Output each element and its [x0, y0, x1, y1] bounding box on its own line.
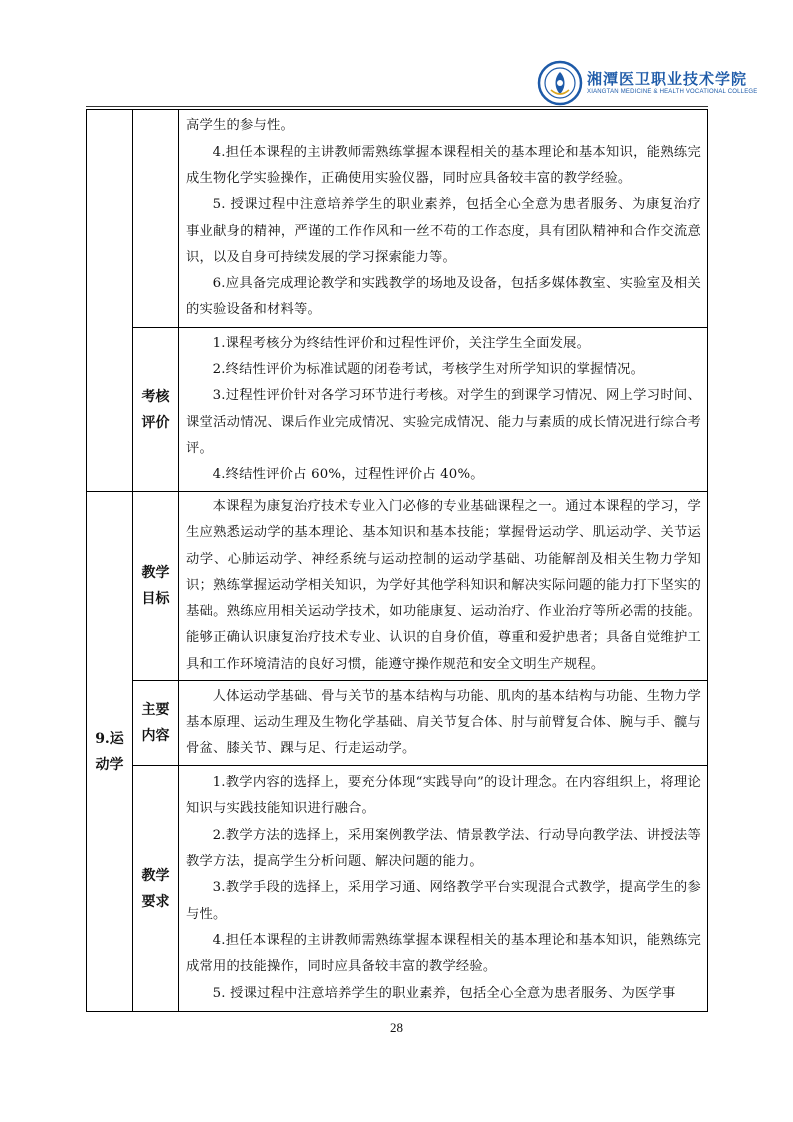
content-label-cell — [133, 681, 179, 766]
requirements-label: 要求 — [141, 893, 170, 910]
paragraph: 4.担任本课程的主讲教师需熟练掌握本课程相关的基本理论和基本知识，能熟练完成生物化学实验操作，正确使用实验仪器，同时应具备较丰富的教学经验。 — [186, 144, 701, 186]
content-label: 内容 — [141, 728, 170, 744]
content-label: 主要 — [141, 702, 170, 718]
requirements-cell — [179, 766, 708, 1012]
assessment-label: 评价 — [141, 414, 170, 431]
paragraph: 高学生的参与性。 — [186, 118, 294, 134]
course-name: 动学 — [95, 756, 124, 773]
course-name: 9.运 — [95, 730, 124, 747]
college-seal-icon — [537, 60, 583, 106]
paragraph: 1.课程考核分为终结性评价和过程性评价，关注学生全面发展。 — [212, 335, 591, 351]
table-row — [87, 492, 708, 681]
paragraph: 2.终结性评价为标准试题的闭卷考试，考核学生对所学知识的掌握情况。 — [212, 361, 645, 377]
assessment-label-cell — [133, 328, 179, 492]
assessment-label: 考核 — [141, 388, 170, 405]
goals-cell — [179, 492, 708, 681]
goals-label: 教学 — [141, 565, 170, 581]
paragraph: 4.担任本课程的主讲教师需熟练掌握本课程相关的基本理论和基本知识，能熟练完成常用的技能操作，同时应具备较丰富的教学经验。 — [186, 932, 701, 975]
table-row — [87, 328, 708, 492]
paragraph: 3.教学手段的选择上，采用学习通、网络教学平台实现混合式教学，提高学生的参与性。 — [186, 880, 701, 922]
assessment-cell — [179, 328, 708, 492]
table-row — [87, 110, 708, 328]
college-name-en: XIANGTAN MEDICINE & HEALTH VOCATIONAL COLLEGE — [587, 89, 758, 95]
paragraph: 5. 授课过程中注意培养学生的职业素养，包括全心全意为患者服务、为医学事 — [212, 985, 676, 1001]
content-cell — [179, 681, 708, 766]
requirements-label: 教学 — [141, 867, 170, 884]
table-row — [87, 766, 708, 1012]
paragraph: 2.教学方法的选择上，采用案例教学法、情景教学法、行动导向教学法、讲授法等教学方法，提高学生分析问题、解决问题的能力。 — [186, 827, 701, 870]
college-logo — [537, 60, 758, 106]
paragraph: 本课程为康复治疗技术专业入门必修的专业基础课程之一。通过本课程的学习，学生应熟悉运动学的基本理论、基本知识和基本技能；掌握骨运动学、肌运动学、关节运动学、心肺运动学、神经系统与运动控制的运动学基础、功能解剖及相关生物力学知识；熟练掌握运动学相关知识，为学好其他学科知识和解决实际问题的能力打下坚实的基础。熟练应用相关运动学技术，如功能康复、运动治疗、作业治疗等所必需的技能。能够正确认识康复治疗技术专业、认识的自身价值，尊重和爱护患者；具备自觉维护工具和工作环境清洁的良好习惯，能遵守操作规范和安全文明生产规程。 — [186, 498, 701, 672]
requirements-label-cell — [133, 766, 179, 1012]
paragraph: 4.终结性评价占 60%，过程性评价占 40%。 — [212, 467, 484, 483]
page-number: 28 — [390, 1020, 403, 1035]
goals-label-cell — [133, 492, 179, 681]
requirements-cell — [179, 110, 708, 328]
requirements-label-cell — [133, 110, 179, 328]
header-divider — [86, 106, 708, 107]
course-name-cell — [87, 492, 133, 1012]
course-name-cell — [87, 110, 133, 492]
table-row — [87, 681, 708, 766]
course-table — [86, 109, 708, 1012]
paragraph: 6.应具备完成理论教学和实践教学的场地及设备，包括多媒体教室、实验室及相关的实验设备和材料等。 — [186, 276, 701, 318]
paragraph: 3.过程性评价针对各学习环节进行考核。对学生的到课学习情况、网上学习时间、课堂活动情况、课后作业完成情况、实验完成情况、能力与素质的成长情况进行综合考评。 — [186, 388, 701, 456]
paragraph: 人体运动学基础、骨与关节的基本结构与功能、肌肉的基本结构与功能、生物力学基本原理、运动生理及生物化学基础、肩关节复合体、肘与前臂复合体、腕与手、髋与骨盆、膝关节、踝与足、行走运动学。 — [186, 688, 701, 757]
paragraph: 1.教学内容的选择上，要充分体现“实践导向”的设计理念。在内容组织上，将理论知识与实践技能知识进行融合。 — [186, 775, 701, 817]
college-name-cn: 湘潭医卫职业技术学院 — [587, 70, 748, 88]
paragraph: 5. 授课过程中注意培养学生的职业素养，包括全心全意为患者服务、为康复治疗事业献身的精神，严谨的工作作风和一丝不苟的工作态度，具有团队精神和合作交流意识，以及自身可持续发展的学习探索能力等。 — [186, 197, 701, 265]
goals-label: 目标 — [141, 591, 170, 607]
